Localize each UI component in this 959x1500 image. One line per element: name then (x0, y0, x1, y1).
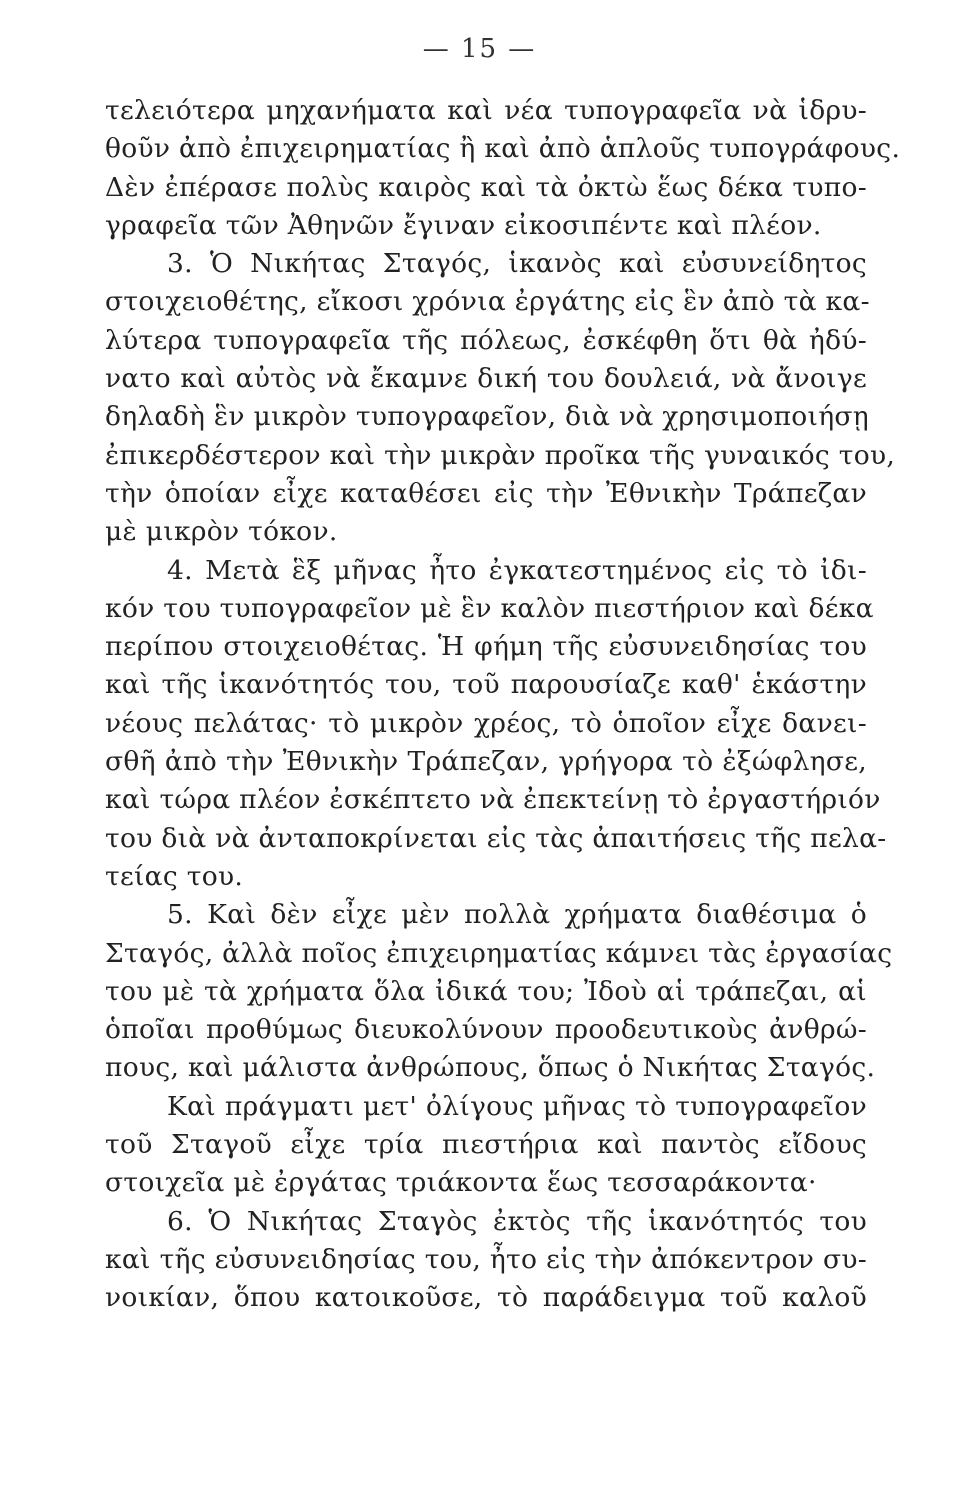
text-line: θοῦν ἀπὸ ἐπιχειρηματίας ἢ καὶ ἀπὸ ἁπλοῦς τυπογράφους. (105, 133, 901, 165)
paragraph-5-start: 5. Καὶ δὲν εἶχε μὲν πολλὰ χρήματα διαθέσιμα ὁ (167, 899, 867, 931)
text-line: τείας του. (105, 860, 244, 892)
text-line: λύτερα τυπογραφεῖα τῆς πόλεως, ἐσκέφθη ὅτι θὰ ἠδύ- (105, 324, 867, 356)
text-line: περίπου στοιχειοθέτας. Ἡ φήμη τῆς εὐσυνειδησίας του (105, 631, 867, 663)
text-line: στοιχεῖα μὲ ἐργάτας τριάκοντα ἕως τεσσαράκοντα· (105, 1167, 817, 1199)
text-line: τὴν ὁποίαν εἶχε καταθέσει εἰς τὴν Ἐθνικὴν Τράπεζαν (105, 477, 867, 509)
text-line: πους, καὶ μάλιστα ἀνθρώπους, ὅπως ὁ Νικήτας Σταγός. (105, 1052, 876, 1084)
text-line: ἐπικερδέστερον καὶ τὴν μικρὰν προῖκα τῆς γυναικός του, (105, 439, 896, 471)
page-number: — 15 — (422, 34, 537, 64)
text-line: ὁποῖαι προθύμως διευκολύνουν προοδευτικοὺς ἀνθρώ- (105, 1014, 867, 1046)
text-line: καὶ τῆς εὐσυνειδησίας του, ἦτο εἰς τὴν ἀπόκεντρον συ- (105, 1243, 867, 1275)
paragraph-6-start: 6. Ὁ Νικήτας Σταγὸς ἐκτὸς τῆς ἱκανότητός του (167, 1205, 867, 1237)
paragraph-4-start: 4. Μετὰ ἓξ μῆνας ἦτο ἐγκατεστημένος εἰς τὸ ἰδι- (167, 554, 867, 586)
text-line: καὶ τῆς ἱκανότητός του, τοῦ παρουσίαζε καθ' ἑκάστην (105, 669, 867, 701)
text-line: νοικίαν, ὅπου κατοικοῦσε, τὸ παράδειγμα τοῦ καλοῦ (105, 1282, 867, 1314)
text-line: μὲ μικρὸν τόκον. (105, 516, 338, 548)
text-line: σθῆ ἀπὸ τὴν Ἐθνικὴν Τράπεζαν, γρήγορα τὸ ἐξώφλησε, (105, 746, 867, 778)
text-line: του μὲ τὰ χρήματα ὅλα ἰδικά του; Ἰδοὺ αἱ τράπεζαι, αἱ (105, 975, 867, 1007)
text-line: τοῦ Σταγοῦ εἶχε τρία πιεστήρια καὶ παντὸς εἴδους (105, 1129, 867, 1161)
text-line: στοιχειοθέτης, εἴκοσι χρόνια ἐργάτης εἰς ἓν ἀπὸ τὰ κα- (105, 286, 870, 318)
text-line: καὶ τώρα πλέον ἐσκέπτετο νὰ ἐπεκτείνῃ τὸ ἐργαστήριόν (105, 784, 881, 816)
paragraph-3-start: 3. Ὁ Νικήτας Σταγός, ἱκανὸς καὶ εὐσυνείδητος (167, 248, 867, 280)
paragraph-start: Καὶ πράγματι μετ' ὀλίγους μῆνας τὸ τυπογραφεῖον (167, 1090, 867, 1122)
text-line: νατο καὶ αὐτὸς νὰ ἔκαμνε δική του δουλειά, νὰ ἄνοιγε (105, 363, 867, 395)
text-line: Σταγός, ἀλλὰ ποῖος ἐπιχειρηματίας κάμνει τὰς ἐργασίας (105, 937, 893, 969)
text-line: Δὲν ἐπέρασε πολὺς καιρὸς καὶ τὰ ὀκτὼ ἕως δέκα τυπο- (105, 171, 867, 203)
text-line: τελειότερα μηχανήματα καὶ νέα τυπογραφεῖα νὰ ἱδρυ- (105, 95, 867, 126)
text-line: γραφεῖα τῶν Ἀθηνῶν ἔγιναν εἰκοσιπέντε καὶ πλέον. (105, 209, 822, 241)
text-line: του διὰ νὰ ἀνταποκρίνεται εἰς τὰς ἀπαιτήσεις τῆς πελα- (105, 822, 887, 854)
text-line: νέους πελάτας· τὸ μικρὸν χρέος, τὸ ὁποῖον εἶχε δανει- (105, 707, 867, 739)
text-line: δηλαδὴ ἓν μικρὸν τυπογραφεῖον, διὰ νὰ χρησιμοποιήσῃ (105, 401, 869, 433)
body-text (105, 92, 901, 1318)
text-line: κόν του τυπογραφεῖον μὲ ἓν καλὸν πιεστήριον καὶ δέκα (105, 592, 874, 624)
